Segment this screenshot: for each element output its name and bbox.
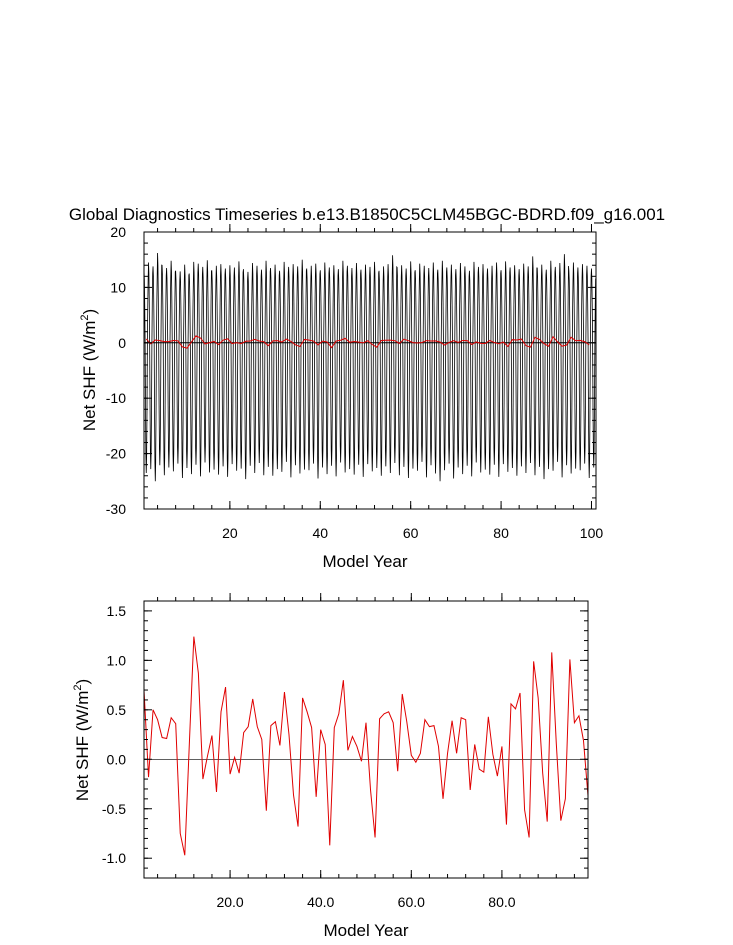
x-tick-label: 20 bbox=[222, 525, 238, 541]
y-tick-label: -1.0 bbox=[101, 850, 126, 867]
monthly-series-line bbox=[144, 253, 596, 481]
x-tick-label: 100 bbox=[579, 525, 604, 541]
y-tick-label: 0.0 bbox=[106, 751, 126, 768]
y-tick-label: 20 bbox=[110, 224, 126, 240]
x-tick-label: 60.0 bbox=[397, 894, 425, 910]
top-y-axis-label: Net SHF $(W/m^2)$ bbox=[79, 308, 99, 432]
bottom-x-axis-label: Model Year bbox=[323, 921, 409, 940]
x-tick-label: 60 bbox=[402, 525, 419, 541]
y-tick-label: -0.5 bbox=[101, 800, 126, 817]
y-tick-label: -30 bbox=[105, 501, 126, 517]
x-tick-label: 40 bbox=[312, 525, 329, 541]
top-panel bbox=[69, 205, 665, 571]
y-tick-label: 10 bbox=[110, 279, 126, 296]
x-tick-label: 40.0 bbox=[307, 894, 335, 910]
annual-series-line bbox=[144, 637, 588, 856]
y-tick-label: 0.5 bbox=[106, 701, 126, 718]
y-tick-label: 1.0 bbox=[106, 652, 126, 669]
top-x-axis-label: Model Year bbox=[322, 552, 408, 571]
x-tick-label: 80.0 bbox=[488, 894, 516, 910]
y-tick-label: -20 bbox=[105, 445, 126, 462]
top-plot-area bbox=[144, 253, 596, 481]
x-tick-label: 80 bbox=[493, 525, 509, 541]
y-tick-label: 0 bbox=[118, 334, 126, 351]
chart-title: Global Diagnostics Timeseries b.e13.B1850C5CLM45BGC-BDRD.f09_g16.001 bbox=[68, 205, 666, 224]
bottom-x-axis bbox=[158, 593, 575, 910]
x-tick-label: 20.0 bbox=[216, 894, 244, 910]
y-tick-label: 1.5 bbox=[106, 602, 126, 619]
y-tick-label: -10 bbox=[105, 390, 126, 407]
bottom-panel bbox=[72, 593, 588, 940]
bottom-y-axis-label: Net SHF $(W/m^2)$ bbox=[72, 678, 92, 802]
bottom-plot-area bbox=[144, 637, 588, 856]
bottom-y-axis bbox=[102, 601, 588, 878]
